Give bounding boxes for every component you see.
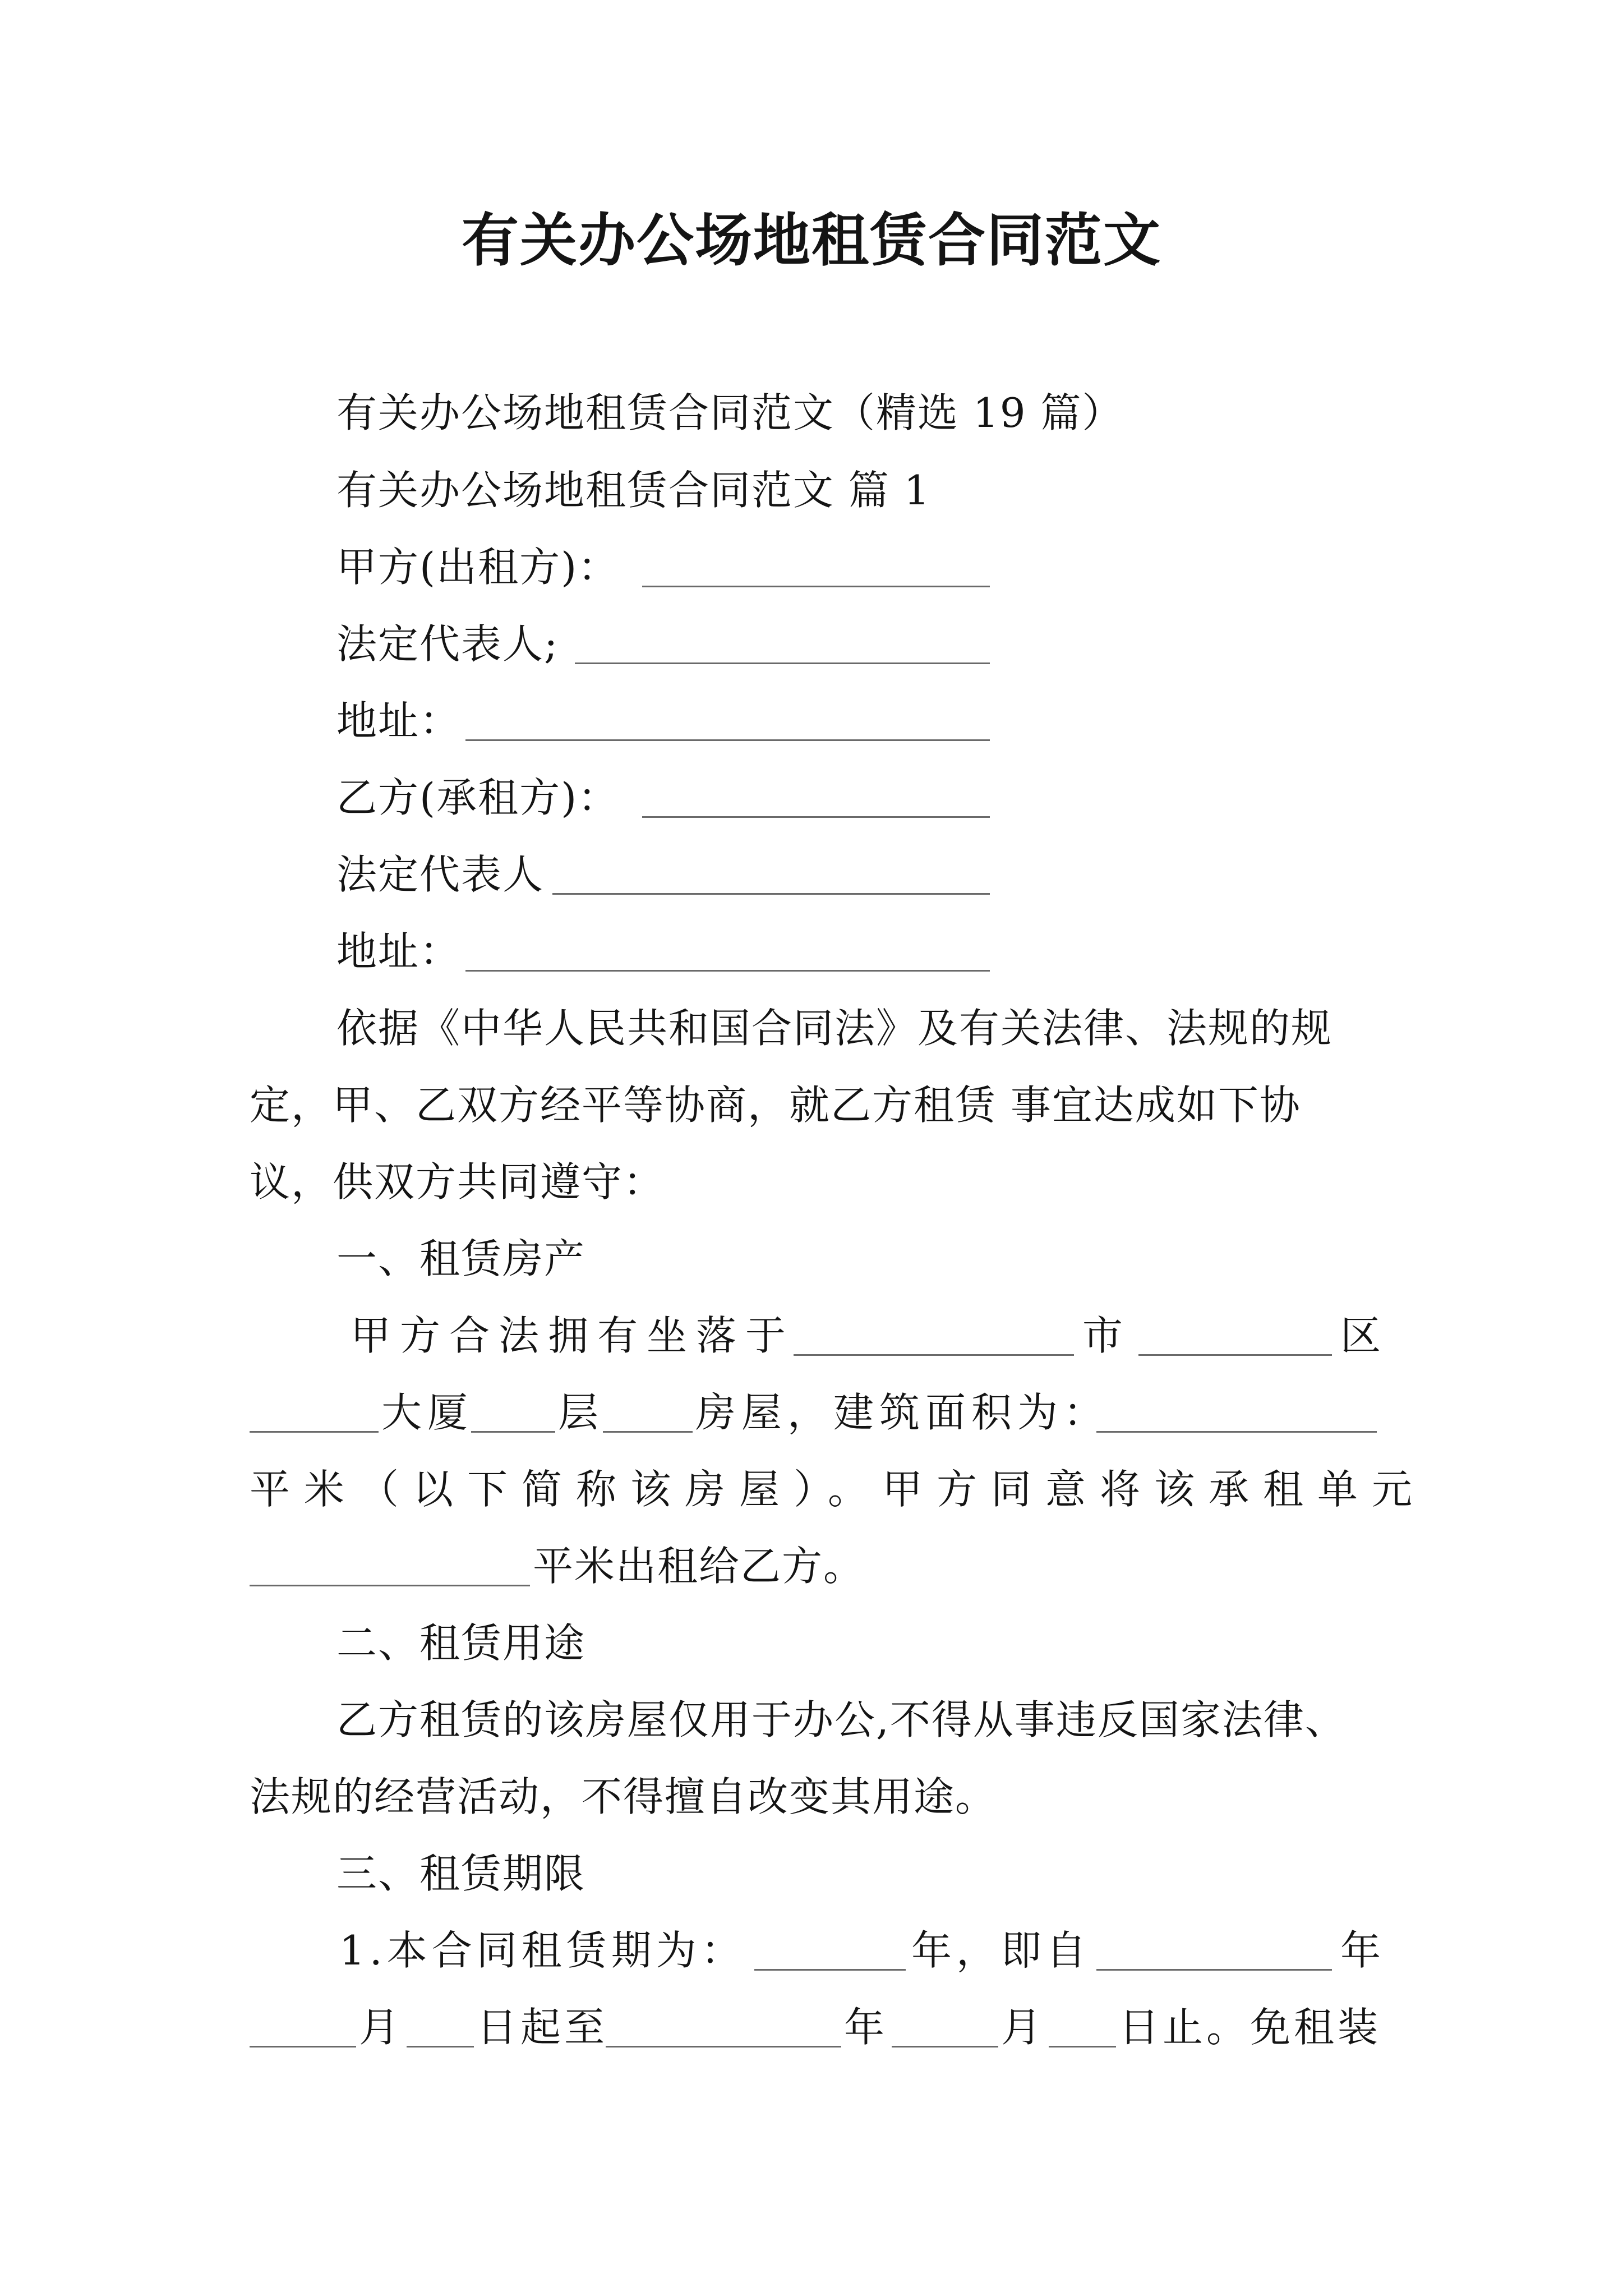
- section-1-line-2b: 层: [558, 1389, 600, 1436]
- section-3-end-year-blank: [606, 2046, 841, 2047]
- section-1-floor-blank: [471, 1431, 555, 1433]
- section-1-heading: 一、租赁房产: [336, 1235, 586, 1282]
- section-3-start-year-blank: [1096, 1969, 1332, 1971]
- party-a-address-label: 地址：: [336, 697, 462, 744]
- section-2-heading: 二、租赁用途: [336, 1619, 586, 1667]
- section-1-line-2a: 大厦: [381, 1389, 474, 1436]
- section-1-district-blank: [1138, 1354, 1332, 1356]
- section-2-line-2: 法规的经营活动，不得擅自改变其用途。: [250, 1773, 997, 1820]
- section-1-room-blank: [603, 1431, 693, 1433]
- section-1-line-2c: 房屋，建筑面积为：: [695, 1389, 1110, 1436]
- party-a-blank: [642, 586, 990, 587]
- section-1-city-blank: [794, 1354, 1074, 1356]
- section-1-line-1a: 甲方合法拥有坐落于: [351, 1312, 795, 1359]
- section-1-line-3: 平米（以下简称该房屋）。甲方同意将该承租单元: [250, 1466, 1427, 1513]
- section-3-start-day-blank: [407, 2046, 474, 2047]
- section-3-end-day-blank: [1049, 2046, 1116, 2047]
- party-b-rep-label: 法定代表人: [336, 851, 545, 898]
- section-1-line-4: 平米出租给乙方。: [533, 1543, 865, 1590]
- section-3-line-1a: 1.本合同租赁期为：: [339, 1927, 746, 1974]
- subtitle: 有关办公场地租赁合同范文（精选 19 篇）: [336, 389, 1124, 436]
- preamble-line-1: 依据《中华人民共和国合同法》及有关法律、法规的规: [336, 1005, 1333, 1052]
- party-b-address-label: 地址：: [336, 928, 462, 975]
- party-b-blank: [642, 816, 990, 818]
- section-3-start-month-blank: [250, 2046, 356, 2047]
- party-b-address-blank: [465, 970, 990, 972]
- article-heading: 有关办公场地租赁合同范文 篇 1: [336, 467, 931, 514]
- section-3-heading: 三、租赁期限: [336, 1850, 586, 1897]
- section-1-unit-area-blank: [250, 1585, 530, 1586]
- section-3-line-2e: 日止。免租装: [1119, 2004, 1382, 2051]
- section-3-years-blank: [754, 1969, 906, 1971]
- preamble-line-2: 定，甲、乙双方经平等协商，就乙方租赁 事宜达成如下协: [250, 1082, 1301, 1129]
- section-1-area-blank: [1096, 1431, 1377, 1433]
- section-1-line-1b: 市: [1082, 1312, 1124, 1359]
- party-a-label: 甲方(出租方)：: [336, 544, 620, 591]
- section-1-building-blank: [250, 1431, 379, 1433]
- section-3-line-1c: 年: [1340, 1927, 1382, 1974]
- party-a-rep-label: 法定代表人;: [336, 620, 559, 668]
- section-3-line-2c: 年: [844, 2004, 886, 2051]
- party-b-label: 乙方(承租方)：: [336, 774, 620, 821]
- section-3-line-2b: 日起至: [477, 2004, 608, 2051]
- section-1-line-1c: 区: [1340, 1312, 1382, 1359]
- party-b-rep-blank: [552, 893, 990, 895]
- party-a-rep-blank: [575, 662, 990, 664]
- party-a-address-blank: [465, 739, 990, 741]
- section-3-line-2d: 月: [1001, 2004, 1043, 2051]
- section-3-line-2a: 月: [359, 2004, 401, 2051]
- page-title: 有关办公场地租赁合同范文: [462, 207, 1161, 274]
- section-3-end-month-blank: [892, 2046, 998, 2047]
- preamble-line-3: 议，供双方共同遵守：: [250, 1158, 665, 1205]
- section-3-line-1b: 年，即自: [911, 1927, 1091, 1974]
- section-2-line-1: 乙方租赁的该房屋仅用于办公,不得从事违反国家法律、: [336, 1696, 1347, 1743]
